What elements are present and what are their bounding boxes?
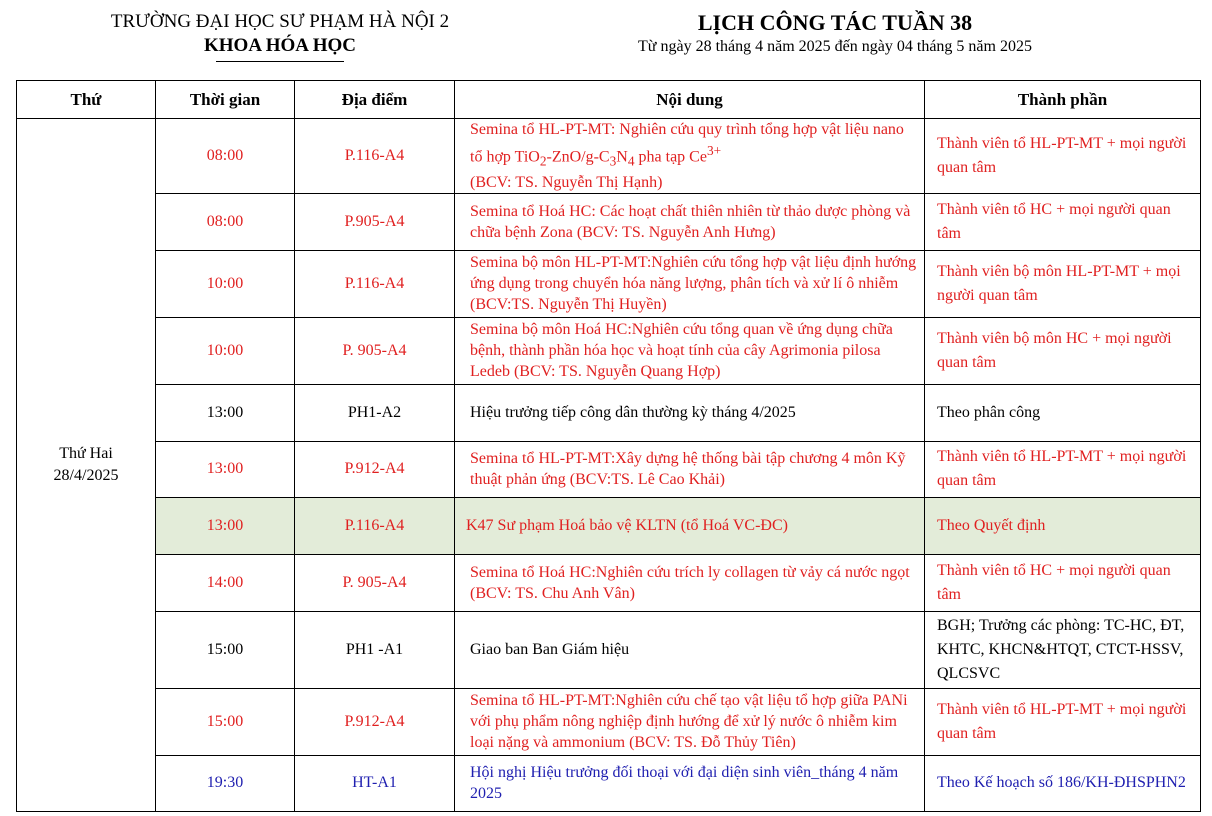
- content-cell: Semina bộ môn Hoá HC:Nghiên cứu tổng quan về ứng dụng chữa bệnh, thành phần hóa học và hoạt tính của cây Agrimonia pilosa Ledeb (BCV: TS. Nguyễn Quang Hợp): [455, 317, 925, 384]
- content-cell: K47 Sư phạm Hoá bảo vệ KLTN (tổ Hoá VC-ĐC): [455, 497, 925, 554]
- schedule-table: [16, 80, 1201, 812]
- university-name: TRƯỜNG ĐẠI HỌC SƯ PHẠM HÀ NỘI 2: [110, 11, 450, 32]
- location-cell: P.912-A4: [295, 441, 455, 497]
- day-date: 28/4/2025: [53, 466, 119, 484]
- table-row: [17, 441, 1201, 497]
- subscript: 3: [609, 153, 617, 169]
- faculty-name: KHOA HÓA HỌC: [203, 35, 357, 56]
- col-header-time: Thời gian: [156, 81, 295, 119]
- table-row: [17, 611, 1201, 688]
- subscript: 4: [627, 153, 635, 169]
- content-cell: Giao ban Ban Giám hiệu: [455, 611, 925, 688]
- members-cell: Theo phân công: [925, 384, 1201, 441]
- time-cell: 13:00: [156, 497, 295, 554]
- time-cell: 15:00: [156, 611, 295, 688]
- time-cell: 10:00: [156, 317, 295, 384]
- members-cell: Theo Kế hoạch số 186/KH-ĐHSPHN2: [925, 755, 1201, 811]
- location-cell: P. 905-A4: [295, 554, 455, 611]
- location-cell: P.116-A4: [295, 497, 455, 554]
- content-cell: Semina tổ Hoá HC:Nghiên cứu trích ly collagen từ vảy cá nước ngọt (BCV: TS. Chu Anh Vân): [455, 554, 925, 611]
- members-cell: BGH; Trưởng các phòng: TC-HC, ĐT, KHTC, KHCN&HTQT, CTCT-HSSV, QLCSVC: [925, 611, 1201, 688]
- content-text: (BCV: TS. Nguyễn Thị Hạnh): [470, 173, 663, 191]
- location-cell: P.912-A4: [295, 688, 455, 755]
- header-right: [600, 9, 1070, 57]
- content-text: Semina tổ HL-PT-MT: Nghiên cứu quy trình tổng hợp vật liệu nano tổ hợp TiO: [470, 121, 904, 166]
- date-range: Từ ngày 28 tháng 4 năm 2025 đến ngày 04 tháng 5 năm 2025: [638, 38, 1032, 55]
- time-cell: 13:00: [156, 441, 295, 497]
- table-row: [17, 317, 1201, 384]
- time-cell: 08:00: [156, 193, 295, 250]
- location-cell: PH1-A2: [295, 384, 455, 441]
- col-header-content: Nội dung: [455, 81, 925, 119]
- content-cell: Semina bộ môn HL-PT-MT:Nghiên cứu tổng hợp vật liệu định hướng ứng dụng trong chuyển hóa năng lượng, phân tích và xử lí ô nhiễm (BCV:TS. Nguyễn Thị Huyền): [455, 250, 925, 317]
- table-row: [17, 384, 1201, 441]
- members-cell: Thành viên tổ HL-PT-MT + mọi người quan tâm: [925, 119, 1201, 194]
- table-row-highlighted: [17, 497, 1201, 554]
- members-cell: Thành viên tổ HC + mọi người quan tâm: [925, 193, 1201, 250]
- content-text: pha tạp Ce: [634, 148, 707, 166]
- subscript: 2: [539, 153, 547, 169]
- location-cell: P. 905-A4: [295, 317, 455, 384]
- col-header-members: Thành phần: [925, 81, 1201, 119]
- content-cell: Semina tổ HL-PT-MT:Nghiên cứu chế tạo vật liệu tổ hợp giữa PANi với phụ phẩm nông nghiệp định hướng để xử lý nước ô nhiễm kim loại nặng và ammonium (BCV: TS. Đỗ Thủy Tiên): [455, 688, 925, 755]
- faculty-underline: [216, 61, 344, 62]
- day-name: Thứ Hai: [59, 444, 113, 462]
- location-cell: HT-A1: [295, 755, 455, 811]
- content-cell: Semina tổ Hoá HC: Các hoạt chất thiên nhiên từ thảo dược phòng và chữa bệnh Zona (BCV: TS. Nguyễn Anh Hưng): [455, 193, 925, 250]
- table-row: [17, 250, 1201, 317]
- content-cell: Hiệu trưởng tiếp công dân thường kỳ tháng 4/2025: [455, 384, 925, 441]
- time-cell: 13:00: [156, 384, 295, 441]
- table-row: [17, 688, 1201, 755]
- table-row: [17, 755, 1201, 811]
- members-cell: Thành viên tổ HC + mọi người quan tâm: [925, 554, 1201, 611]
- location-cell: PH1 -A1: [295, 611, 455, 688]
- content-text: -ZnO/g-C: [546, 148, 610, 166]
- day-cell: [17, 119, 156, 812]
- location-cell: P.905-A4: [295, 193, 455, 250]
- superscript: 3+: [706, 143, 722, 158]
- table-row: [17, 554, 1201, 611]
- location-cell: P.116-A4: [295, 119, 455, 194]
- content-cell: Semina tổ HL-PT-MT:Xây dựng hệ thống bài tập chương 4 môn Kỹ thuật phản ứng (BCV:TS. Lê Cao Khải): [455, 441, 925, 497]
- members-cell: Thành viên bộ môn HC + mọi người quan tâm: [925, 317, 1201, 384]
- table-row: [17, 193, 1201, 250]
- location-cell: P.116-A4: [295, 250, 455, 317]
- time-cell: 10:00: [156, 250, 295, 317]
- content-cell: [455, 119, 925, 194]
- col-header-day: Thứ: [17, 81, 156, 119]
- time-cell: 14:00: [156, 554, 295, 611]
- table-header-row: [17, 81, 1201, 119]
- members-cell: Theo Quyết định: [925, 497, 1201, 554]
- header-left: [100, 10, 460, 62]
- members-cell: Thành viên tổ HL-PT-MT + mọi người quan tâm: [925, 441, 1201, 497]
- content-text: N: [616, 148, 628, 166]
- members-cell: Thành viên bộ môn HL-PT-MT + mọi người quan tâm: [925, 250, 1201, 317]
- time-cell: 08:00: [156, 119, 295, 194]
- members-cell: Thành viên tổ HL-PT-MT + mọi người quan tâm: [925, 688, 1201, 755]
- time-cell: 19:30: [156, 755, 295, 811]
- table-row: [17, 119, 1201, 194]
- col-header-location: Địa điểm: [295, 81, 455, 119]
- content-cell: Hội nghị Hiệu trưởng đối thoại với đại diện sinh viên_tháng 4 năm 2025: [455, 755, 925, 811]
- schedule-title: LỊCH CÔNG TÁC TUẦN 38: [697, 10, 973, 35]
- time-cell: 15:00: [156, 688, 295, 755]
